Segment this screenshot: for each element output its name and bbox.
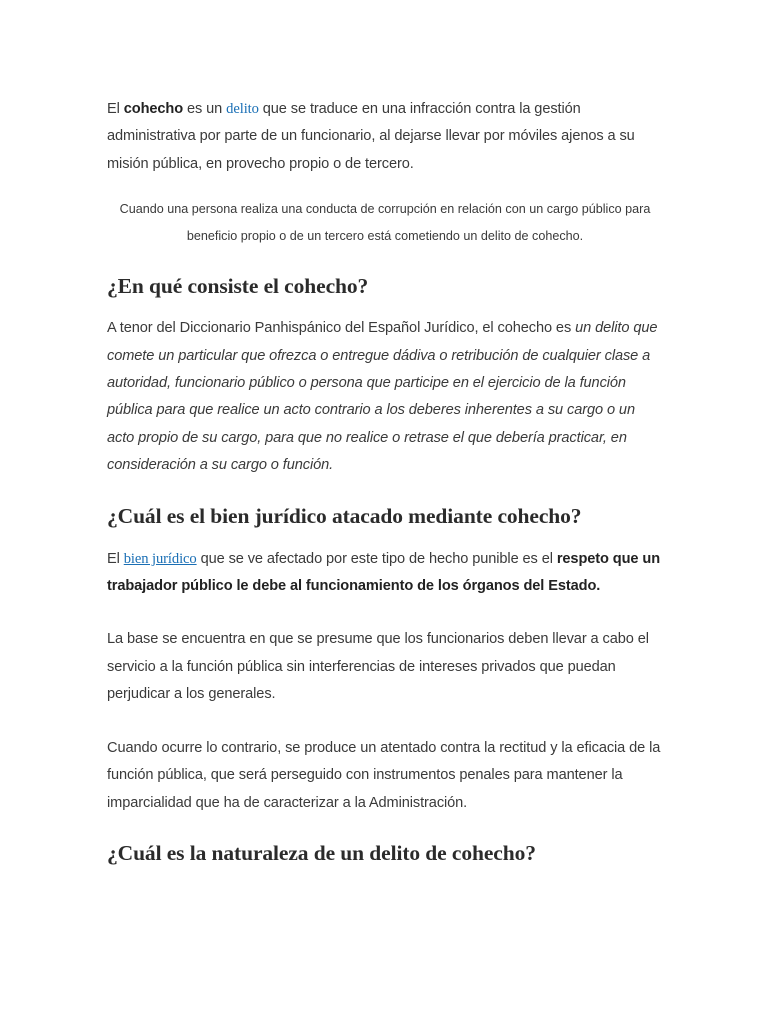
definition-italic: un delito que comete un particular que ofrezca o entregue dádiva o retribución de cualquier clase a autoridad, funcionario público o persona que participe en el ejercicio de la función pública para que realice un acto contrario a los deberes inherentes a su cargo o un acto propio de su cargo, para que no realice o retrase el que debería practicar, en consideración a su cargo o función. xyxy=(107,320,658,474)
contrario-paragraph: Cuando ocurre lo contrario, se produce un atentado contra la rectitud y la eficacia de la función pública, que será perseguido con instrumentos penales para mantener la imparcialidad que ha de caracterizar a la Administración. xyxy=(107,739,661,811)
intro-rest: que se traduce en una infracción contra la gestión administrativa por parte de un funcionario, al dejarse llevar por móviles ajenos a su misión pública, en provecho propio o de tercero. xyxy=(107,101,635,172)
definition-paragraph xyxy=(107,315,663,479)
heading-bien-juridico: ¿Cuál es el bien jurídico atacado mediante cohecho? xyxy=(107,503,582,528)
bien-juridico-paragraph xyxy=(107,546,663,601)
bien-juridico-link[interactable]: bien jurídico xyxy=(123,550,197,567)
definition-lead: A tenor del Diccionario Panhispánico del Español Jurídico, el cohecho es xyxy=(107,320,576,337)
intro-mid: es un xyxy=(183,101,227,117)
article-body xyxy=(107,96,663,867)
bien-bold: respeto que un trabajador público le debe al funcionamiento de los órganos del Estado. xyxy=(107,550,661,595)
bien-mid: que se ve afectado por este tipo de hecho punible es el xyxy=(196,550,557,567)
heading-naturaleza: ¿Cuál es la naturaleza de un delito de cohecho? xyxy=(107,840,536,865)
base-paragraph: La base se encuentra en que se presume que los funcionarios deben llevar a cabo el servicio a la función pública sin interferencias de intereses privados que puedan perjudicar a los generales. xyxy=(107,631,649,703)
delito-link[interactable]: delito xyxy=(226,101,259,117)
intro-prefix: El xyxy=(107,101,124,117)
pull-quote: Cuando una persona realiza una conducta de corrupción en relación con un cargo público para beneficio propio o de un tercero está cometiendo un delito de cohecho. xyxy=(119,202,651,244)
heading-en-que-consiste: ¿En qué consiste el cohecho? xyxy=(107,274,369,299)
intro-paragraph xyxy=(107,96,663,178)
bien-prefix: El xyxy=(107,550,124,567)
intro-term: cohecho xyxy=(123,101,184,117)
